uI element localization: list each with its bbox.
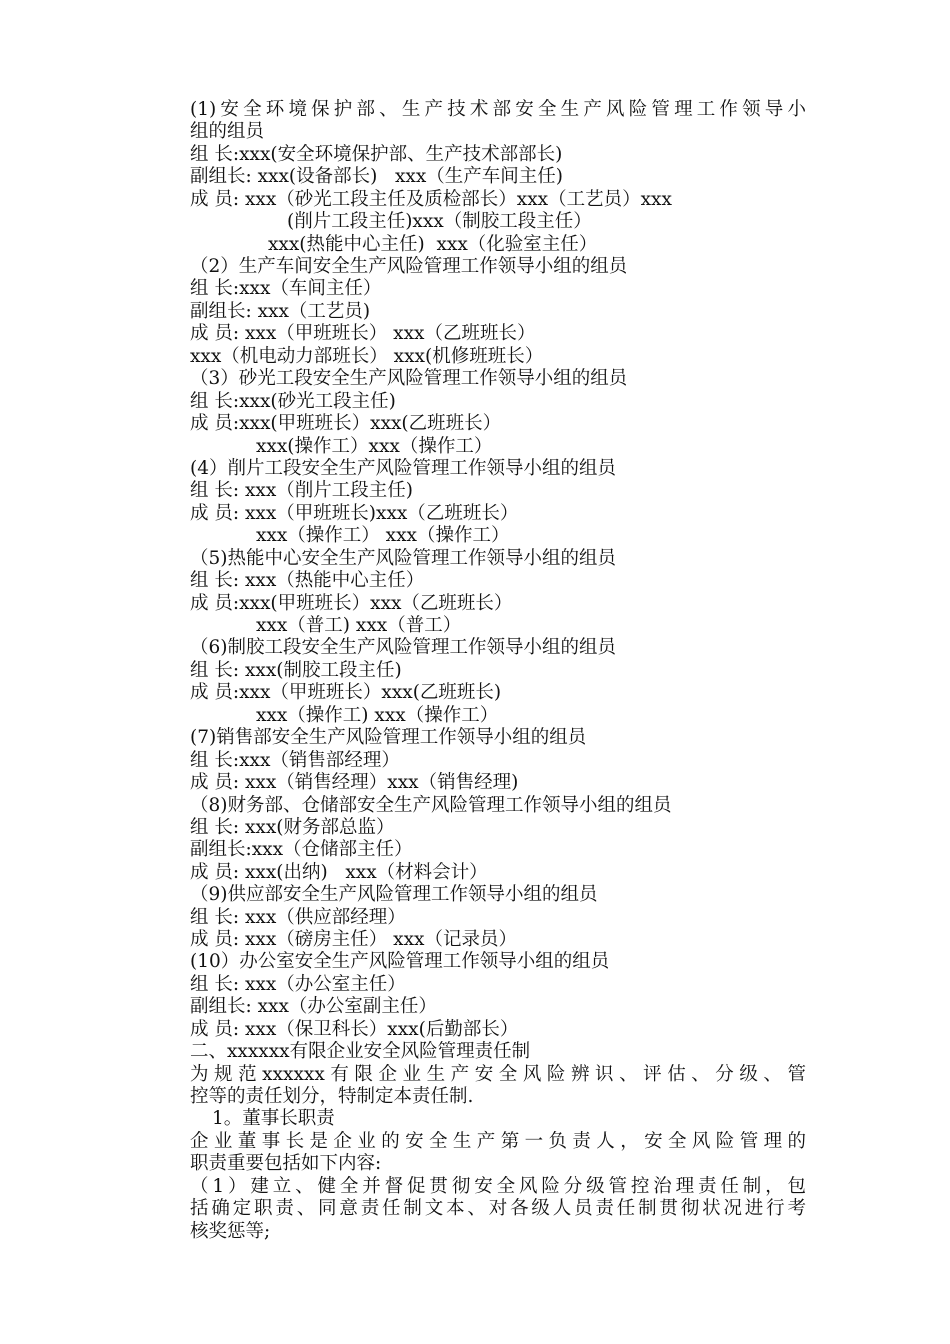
text-line: 组 长: xxx（办公室主任） — [190, 974, 406, 995]
section-heading-2: （2）生产车间安全生产风险管理工作领导小组的组员 — [190, 256, 628, 277]
text-line: 成 员: xxx（甲班班长)xxx（乙班班长） — [190, 503, 519, 524]
text-line: 组 长: xxx（供应部经理） — [190, 907, 406, 928]
paragraph-line: 核奖惩等; — [190, 1221, 271, 1242]
text-line: 成 员:xxx（甲班班长）xxx(乙班班长) — [190, 682, 502, 703]
paragraph-line: （1）建立、健全并督促贯彻安全风险分级管控治理责任制，包 — [190, 1176, 806, 1197]
text-line: 成 员: xxx（保卫科长）xxx(后勤部长） — [190, 1019, 519, 1040]
paragraph-line: 为规范xxxxxx有限企业生产安全风险辨识、评估、分级、管 — [190, 1064, 806, 1085]
text-line: 组 长: xxx（削片工段主任) — [190, 480, 414, 501]
chapter-heading: 二、xxxxxx有限企业安全风险管理责任制 — [190, 1041, 531, 1062]
text-line: xxx（普工) xxx（普工） — [256, 615, 462, 636]
text-line: xxx（机电动力部班长） xxx(机修班班长） — [190, 346, 544, 367]
text-line: 组 长:xxx(安全环境保护部、生产技术部部长) — [190, 144, 563, 165]
text-line: xxx(操作工）xxx（操作工） — [256, 436, 493, 457]
text-line: 副组长: xxx（工艺员) — [190, 301, 371, 322]
text-line: 成 员:xxx(甲班班长）xxx（乙班班长） — [190, 593, 513, 614]
text-line: 组 长: xxx（热能中心主任） — [190, 570, 425, 591]
text-line: (削片工段主任)xxx（制胶工段主任） — [287, 211, 592, 232]
section-heading-4: (4）削片工段安全生产风险管理工作领导小组的组员 — [190, 458, 616, 479]
text-line: 成 员: xxx（销售经理）xxx（销售经理) — [190, 772, 519, 793]
text-line: 副组长: xxx(设备部长) xxx（生产车间主任) — [190, 166, 564, 187]
paragraph-line: 企业董事长是企业的安全生产第一负责人，安全风险管理的 — [190, 1131, 806, 1152]
text-line: 组的组员 — [190, 121, 265, 142]
text-line: 成 员: xxx（甲班班长） xxx（乙班班长） — [190, 323, 536, 344]
text-line: xxx(热能中心主任) xxx（化验室主任） — [268, 234, 598, 255]
section-heading-1: (1)安全环境保护部、生产技术部安全生产风险管理工作领导小 — [190, 99, 806, 120]
text-line: 组 长:xxx（销售部经理） — [190, 750, 400, 771]
text-line: xxx（操作工） xxx（操作工） — [256, 525, 510, 546]
paragraph-line: 控等的责任划分，特制定本责任制. — [190, 1086, 474, 1107]
paragraph-line: 职责重要包括如下内容: — [190, 1153, 382, 1174]
subsection-heading: 1。董事长职责 — [212, 1108, 335, 1129]
text-line: 成 员: xxx（磅房主任） xxx（记录员） — [190, 929, 517, 950]
section-heading-8: （8)财务部、仓储部安全生产风险管理工作领导小组的组员 — [190, 795, 672, 816]
text-line: 组 长:xxx(砂光工段主任) — [190, 391, 396, 412]
section-heading-9: （9)供应部安全生产风险管理工作领导小组的组员 — [190, 884, 598, 905]
text-line: 组 长: xxx(制胶工段主任) — [190, 660, 402, 681]
text-line: 成 员: xxx（砂光工段主任及质检部长）xxx（工艺员）xxx — [190, 189, 672, 210]
text-line: 成 员: xxx(出纳) xxx（材料会计） — [190, 862, 488, 883]
text-line: 副组长:xxx（仓储部主任） — [190, 839, 413, 860]
text-line: 组 长:xxx（车间主任） — [190, 278, 382, 299]
section-heading-10: (10）办公室安全生产风险管理工作领导小组的组员 — [190, 951, 610, 972]
text-line: 成 员:xxx(甲班班长）xxx(乙班班长） — [190, 413, 502, 434]
paragraph-line: 括确定职责、同意责任制文本、对各级人员责任制贯彻状况进行考 — [190, 1198, 806, 1219]
section-heading-6: （6)制胶工段安全生产风险管理工作领导小组的组员 — [190, 637, 616, 658]
section-heading-3: （3）砂光工段安全生产风险管理工作领导小组的组员 — [190, 368, 628, 389]
section-heading-5: （5)热能中心安全生产风险管理工作领导小组的组员 — [190, 548, 616, 569]
text-line: 副组长: xxx（办公室副主任） — [190, 996, 437, 1017]
section-heading-7: (7)销售部安全生产风险管理工作领导小组的组员 — [190, 727, 587, 748]
text-line: 组 长: xxx(财务部总监） — [190, 817, 395, 838]
text-line: xxx（操作工) xxx（操作工） — [256, 705, 499, 726]
